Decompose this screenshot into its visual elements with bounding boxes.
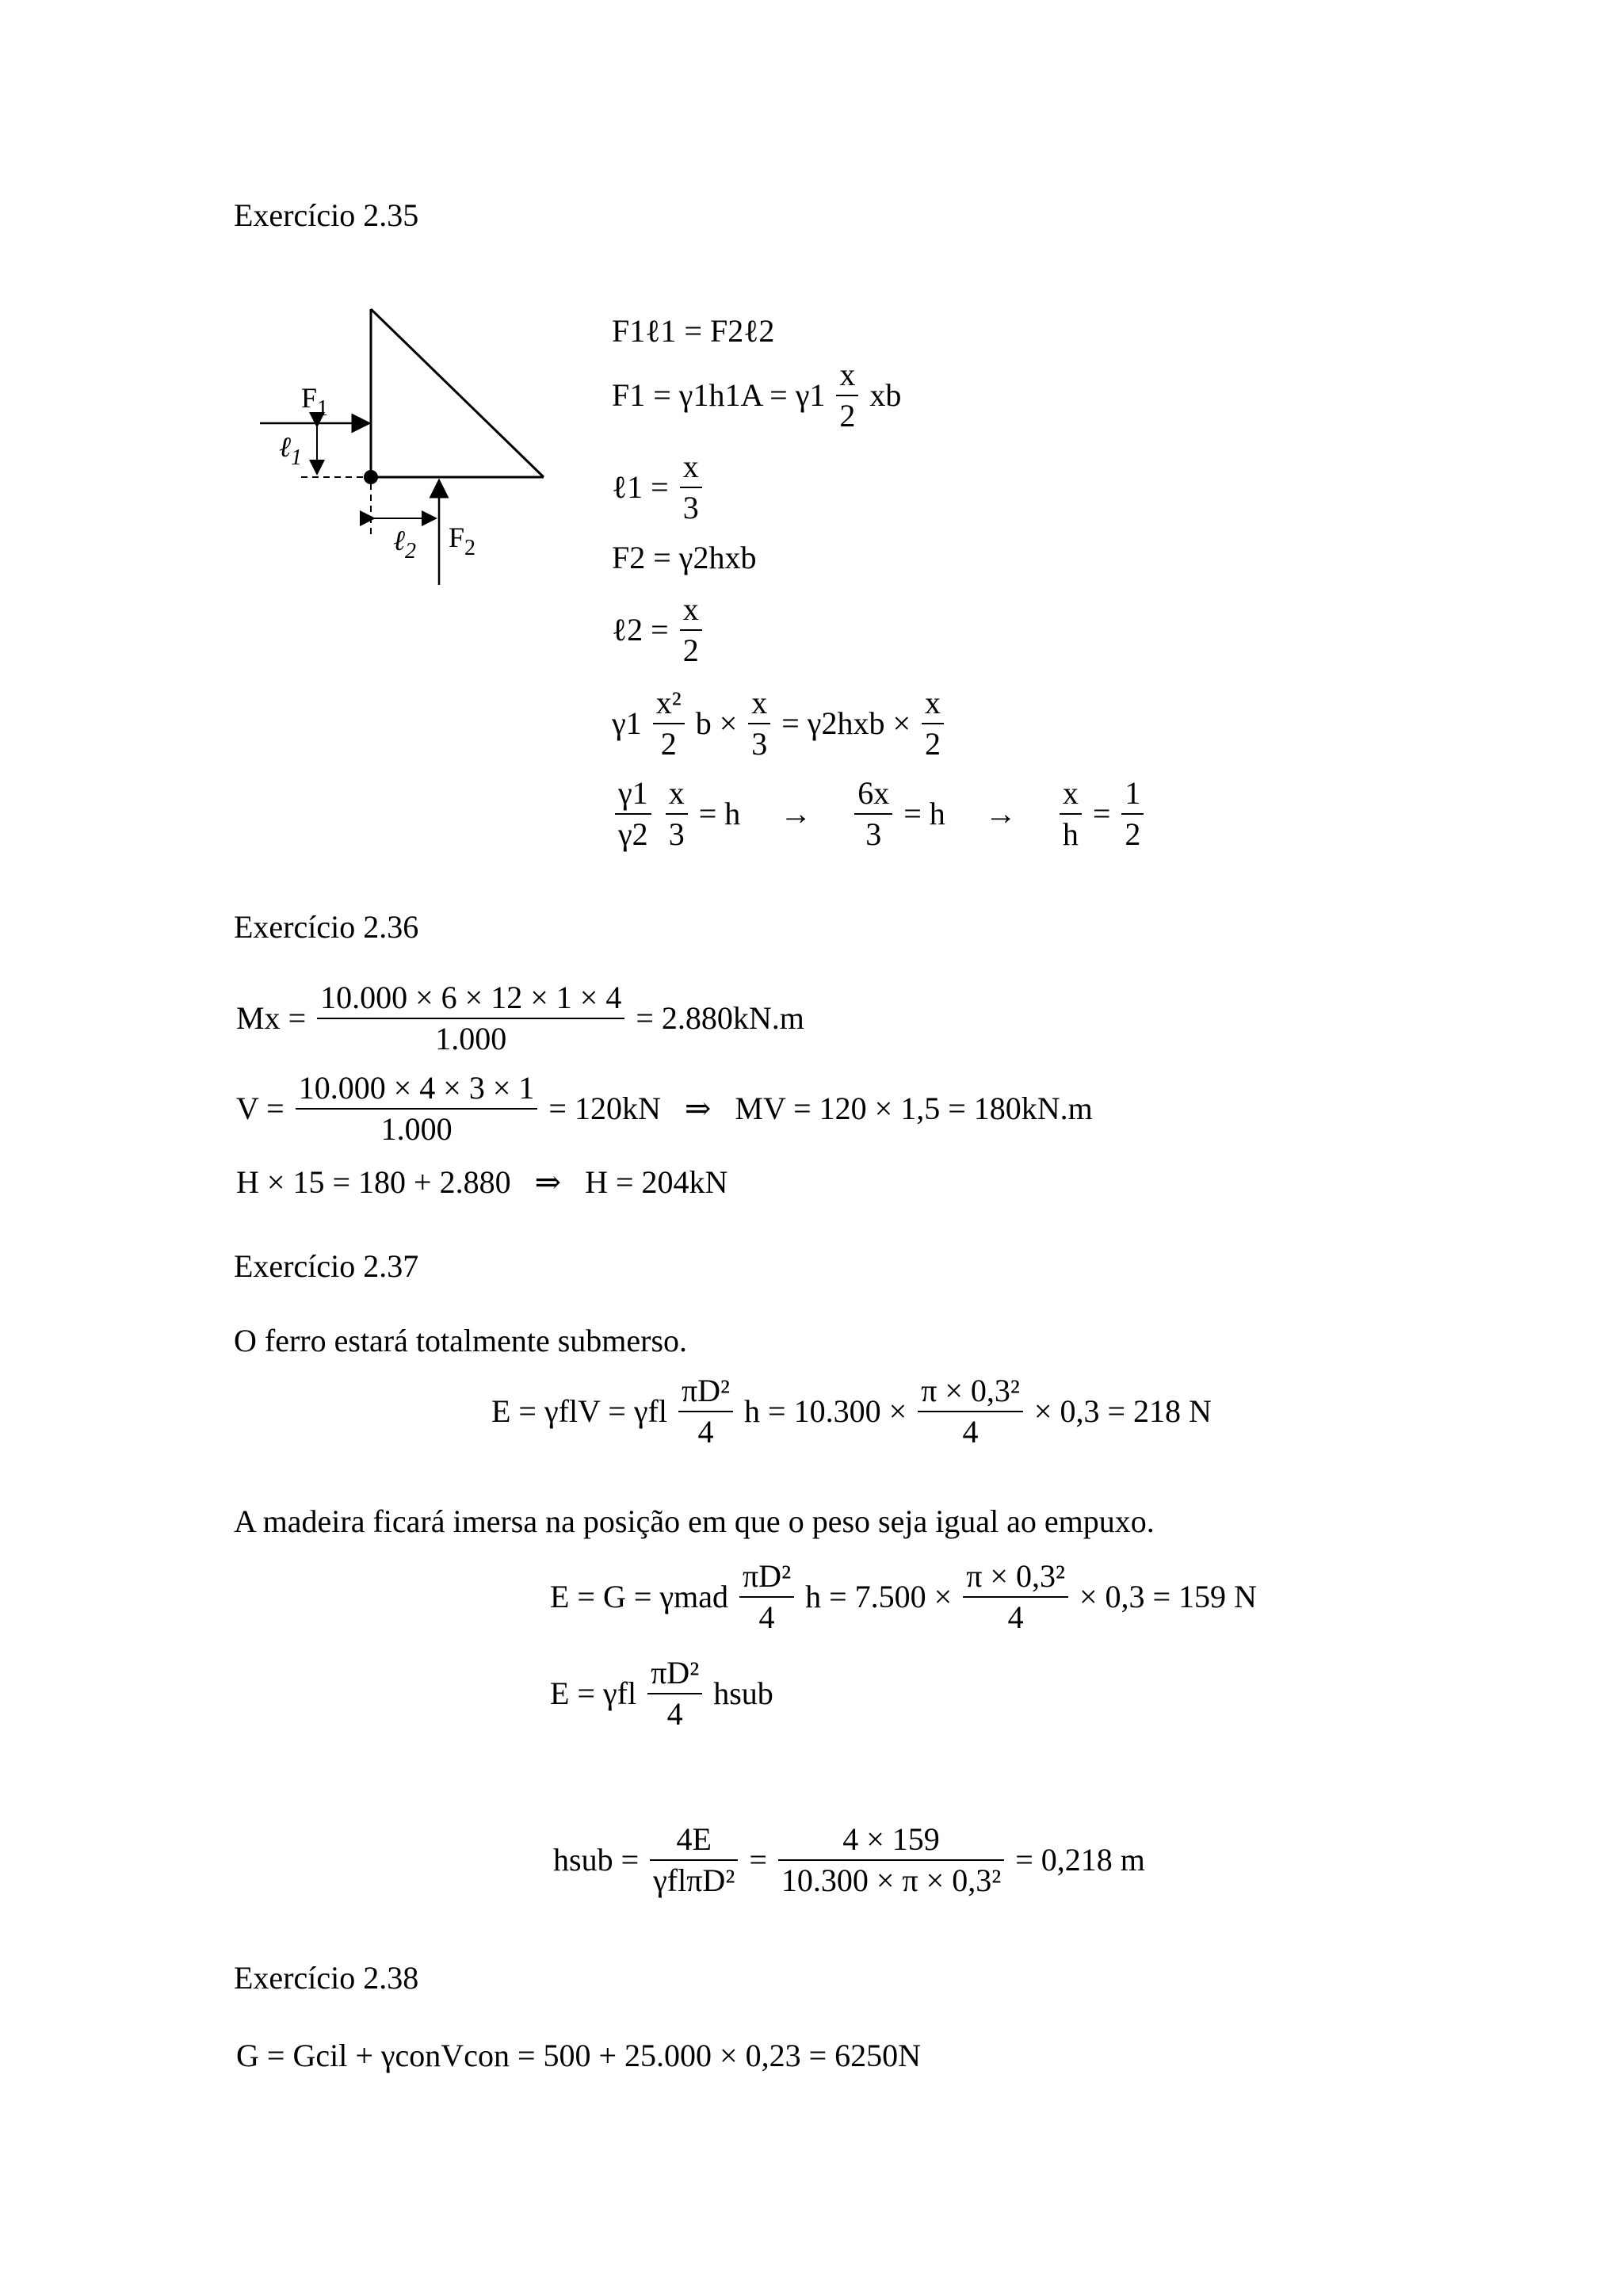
exercise-2-37-title: Exercício 2.37 — [234, 1248, 419, 1284]
ex235-eq-f2: F2 = γ2hxb — [612, 540, 757, 575]
f1-label: $F_1$ — [301, 382, 329, 421]
ex238-eq-weight: G = Gcil + γconVcon = 500 + 25.000 × 0,23 = 6250N — [236, 2038, 922, 2073]
ex237-eq-wood-buoyancy: E = γfl $\frac{\text{πD²}}{4}$ hsub — [550, 1655, 773, 1732]
f2-label: $F_2$ — [449, 521, 476, 560]
ex236-eq-v: V = $\frac{10.000 \times 4 \times 3 \times 1}{1.000}$ = 120kN ⇒ MV = 120 × 1,5 = 180kN.m — [236, 1070, 1093, 1147]
ex237-eq-hsub: hsub = $\frac{4E}{\text{γflπD²}}$ = $\frac{4 \times 159}{\text{10.300 × π × 0,3²}}$ = 0,218 m — [553, 1821, 1145, 1898]
ex236-eq-mx: Mx = $\frac{10.000 \times 6 \times 12 \times 1 \times 4}{1.000}$ = 2.880kN.m — [236, 980, 804, 1056]
ex236-eq-h: H × 15 = 180 + 2.880 ⇒ H = 204kN — [236, 1164, 728, 1200]
ex237-text-iron: O ferro estará totalmente submerso. — [234, 1323, 688, 1358]
ex235-eq-moment-balance: F1ℓ1 = F2ℓ2 — [612, 313, 775, 349]
l1-label: ℓ$_1$ — [279, 431, 302, 470]
l2-label: ℓ$_2$ — [393, 525, 416, 563]
hinged-gate-diagram — [238, 293, 571, 602]
hinge-point — [364, 470, 378, 484]
ex235-eq-combined: γ1 $\frac{\text{x²}}{2}$ b × $\frac{x}{3}$ = γ2hxb × $\frac{x}{2}$ — [612, 686, 947, 767]
ex235-eq-result: $\frac{\gamma 1}{\gamma 2}$ $\frac{x}{3}$ = h → $\frac{6x}{3}$ = h → $\frac{x}{h}$ = $\frac{1}{2}$ — [612, 777, 1147, 858]
ex237-text-wood: A madeira ficará imersa na posição em que o peso seja igual ao empuxo. — [234, 1503, 1155, 1539]
ex237-eq-iron-buoyancy: E = γflV = γfl $\frac{\text{πD²}}{4}$ h = 10.300 × $\frac{\text{π × 0,3²}}{4}$ × 0,3 = 218 N — [491, 1373, 1212, 1450]
exercise-2-35-title: Exercício 2.35 — [234, 197, 419, 233]
exercise-2-36-title: Exercício 2.36 — [234, 909, 419, 945]
ex235-eq-l2: ℓ2 = $\frac{x}{2}$ — [612, 593, 705, 674]
gate-hypotenuse — [371, 309, 544, 477]
ex237-eq-wood-weight: E = G = γmad $\frac{\text{πD²}}{4}$ h = 7.500 × $\frac{\text{π × 0,3²}}{4}$ × 0,3 = 159 N — [550, 1558, 1257, 1635]
exercise-2-38-title: Exercício 2.38 — [234, 1960, 419, 1996]
ex235-eq-l1: ℓ1 = $\frac{x}{3}$ — [612, 450, 705, 531]
ex235-eq-f1: F1 = γ1h1A = γ1 $\frac{x}{2}$ xb — [612, 357, 902, 434]
